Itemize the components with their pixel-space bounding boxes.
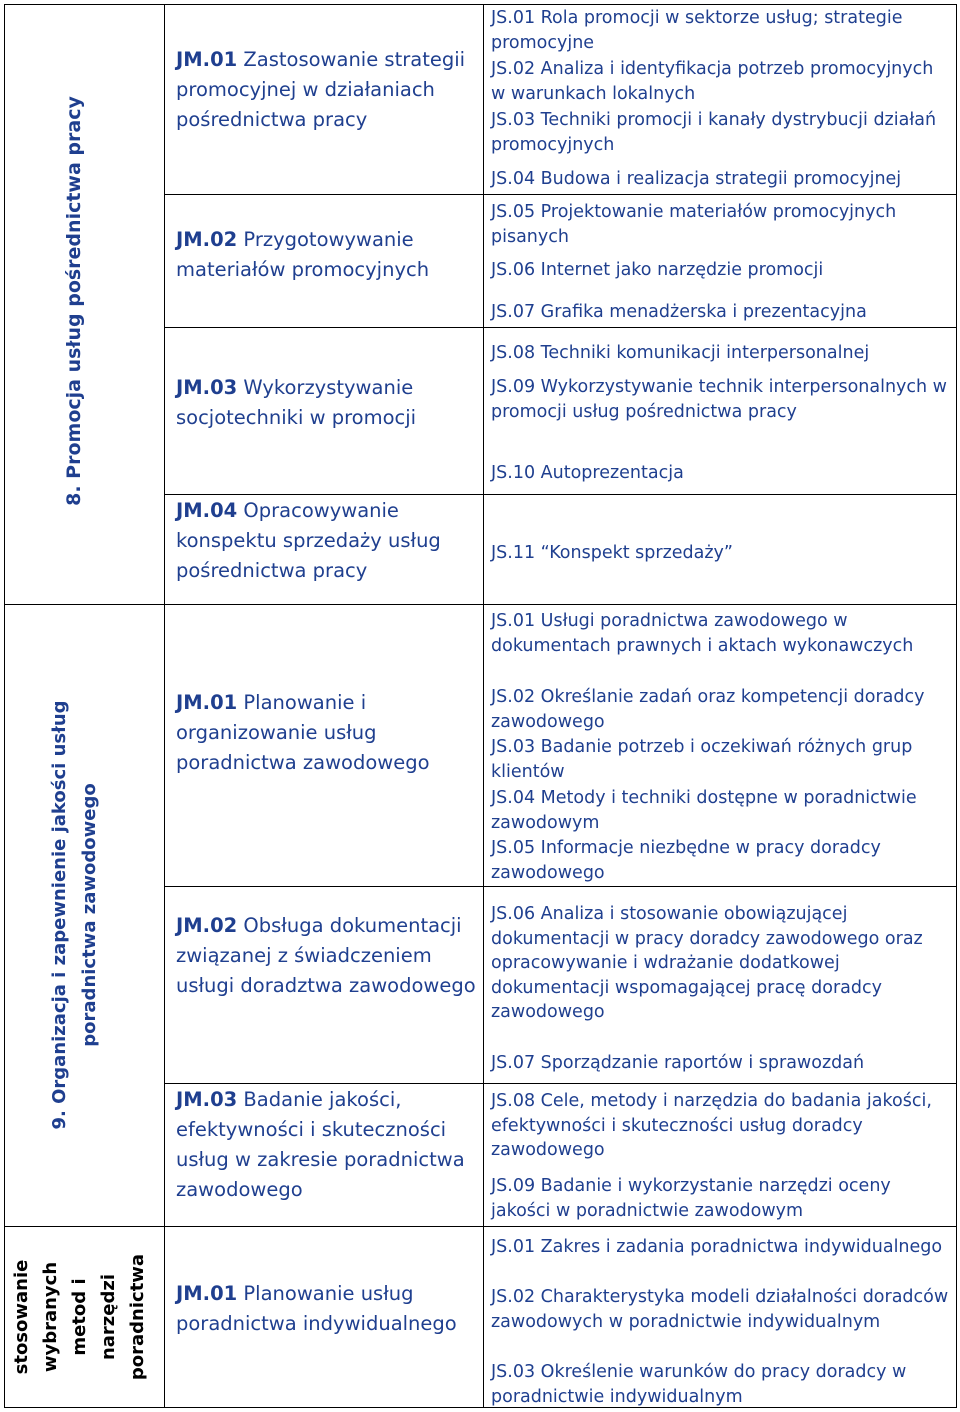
jm-code: JM.02 bbox=[176, 228, 238, 251]
row-divider bbox=[164, 886, 956, 887]
section-divider-1 bbox=[4, 604, 956, 605]
js-item: JS.09 Wykorzystywanie technik interpersonalnych w promocji usług pośrednictwa pracy bbox=[491, 377, 947, 422]
section-title-9-line2: poradnictwa zawodowego bbox=[79, 783, 100, 1047]
border-right bbox=[956, 4, 957, 1408]
row-divider bbox=[164, 194, 956, 195]
js-item: JS.07 Sporządzanie raportów i sprawozdań bbox=[491, 1053, 865, 1073]
jm-text: Planowanie usług poradnictwa indywidualnego bbox=[176, 1282, 457, 1335]
border-left bbox=[4, 4, 5, 1408]
row-divider bbox=[164, 327, 956, 328]
section-title-9 bbox=[45, 615, 105, 1215]
section-title-9-line1: 9. Organizacja i zapewnienie jakości usług bbox=[49, 700, 70, 1130]
jm-code: JM.01 bbox=[176, 48, 238, 71]
section-title-10 bbox=[7, 1242, 157, 1392]
js-item: JS.10 Autoprezentacja bbox=[491, 463, 684, 483]
section-title-10-line4: narzędzi bbox=[98, 1273, 119, 1361]
js-item: JS.01 Rola promocji w sektorze usług; strategie promocyjne bbox=[491, 8, 903, 53]
section-title-10-line3: metod i bbox=[69, 1278, 90, 1356]
section-title-8: 8. Promocja usług pośrednictwa pracy bbox=[63, 96, 85, 506]
js-item: JS.11 “Konspekt sprzedaży” bbox=[491, 543, 733, 563]
section-title-10-line5: poradnictwa bbox=[127, 1253, 148, 1381]
jm-text: Obsługa dokumentacji związanej z świadczeniem usługi doradztwa zawodowego bbox=[176, 914, 476, 997]
row-divider bbox=[164, 1083, 956, 1084]
js-item: JS.05 Informacje niezbędne w pracy doradcy zawodowego bbox=[491, 838, 881, 883]
jm-code: JM.01 bbox=[176, 1282, 238, 1305]
js-item: JS.08 Cele, metody i narzędzia do badania jakości, efektywności i skuteczności usług doradcy zawodowego bbox=[491, 1091, 932, 1160]
js-item: JS.02 Charakterystyka modeli działalności doradców zawodowych w poradnictwie indywidualnym bbox=[491, 1287, 949, 1332]
js-item: JS.03 Techniki promocji i kanały dystrybucji działań promocyjnych bbox=[491, 110, 937, 155]
js-item: JS.01 Usługi poradnictwa zawodowego w dokumentach prawnych i aktach wykonawczych bbox=[491, 611, 914, 656]
jm-item bbox=[176, 1085, 476, 1205]
js-item: JS.03 Określenie warunków do pracy doradcy w poradnictwie indywidualnym bbox=[491, 1362, 907, 1407]
jm-item bbox=[176, 45, 476, 135]
js-item: JS.07 Grafika menadżerska i prezentacyjna bbox=[491, 302, 867, 322]
js-item: JS.04 Budowa i realizacja strategii promocyjnej bbox=[491, 169, 902, 189]
js-item: JS.09 Badanie i wykorzystanie narzędzi oceny jakości w poradnictwie zawodowym bbox=[491, 1176, 891, 1221]
section-divider-2 bbox=[4, 1226, 956, 1227]
section-title-10-line2: wybranych bbox=[40, 1261, 61, 1373]
jm-text: Zastosowanie strategii promocyjnej w działaniach pośrednictwa pracy bbox=[176, 48, 466, 131]
jm-code: JM.02 bbox=[176, 914, 238, 937]
js-item: JS.06 Internet jako narzędzie promocji bbox=[491, 260, 824, 280]
jm-code: JM.01 bbox=[176, 691, 238, 714]
jm-text: Przygotowywanie materiałów promocyjnych bbox=[176, 228, 430, 281]
js-item: JS.03 Badanie potrzeb i oczekiwań różnych grup klientów bbox=[491, 737, 913, 782]
jm-text: Opracowywanie konspektu sprzedaży usług pośrednictwa pracy bbox=[176, 499, 441, 582]
jm-item bbox=[176, 496, 476, 586]
js-item: JS.04 Metody i techniki dostępne w poradnictwie zawodowym bbox=[491, 788, 917, 833]
row-divider bbox=[164, 494, 956, 495]
jm-code: JM.04 bbox=[176, 499, 238, 522]
js-item: JS.01 Zakres i zadania poradnictwa indywidualnego bbox=[491, 1237, 943, 1257]
jm-item bbox=[176, 1279, 476, 1339]
js-item: JS.05 Projektowanie materiałów promocyjnych pisanych bbox=[491, 202, 897, 247]
col-divider-1 bbox=[164, 4, 165, 1408]
jm-item bbox=[176, 688, 476, 778]
jm-item bbox=[176, 911, 476, 1001]
jm-item bbox=[176, 373, 476, 433]
jm-text: Wykorzystywanie socjotechniki w promocji bbox=[176, 376, 417, 429]
js-item: JS.02 Określanie zadań oraz kompetencji doradcy zawodowego bbox=[491, 687, 925, 732]
js-item: JS.06 Analiza i stosowanie obowiązującej dokumentacji w pracy doradcy zawodowego oraz opracowywanie i wdrażanie dodatkowej dokumentacji wspomagającej pracę doradcy zawodowego bbox=[491, 904, 923, 1022]
jm-text: Planowanie i organizowanie usług poradnictwa zawodowego bbox=[176, 691, 430, 774]
jm-item bbox=[176, 225, 476, 285]
jm-code: JM.03 bbox=[176, 1088, 238, 1111]
col-divider-2 bbox=[483, 4, 484, 1408]
js-item: JS.08 Techniki komunikacji interpersonalnej bbox=[491, 343, 870, 363]
jm-text: Badanie jakości, efektywności i skuteczności usług w zakresie poradnictwa zawodowego bbox=[176, 1088, 465, 1201]
js-item: JS.02 Analiza i identyfikacja potrzeb promocyjnych w warunkach lokalnych bbox=[491, 59, 934, 104]
jm-code: JM.03 bbox=[176, 376, 238, 399]
border-top bbox=[4, 4, 956, 5]
section-title-10-line1: stosowanie bbox=[11, 1259, 32, 1375]
